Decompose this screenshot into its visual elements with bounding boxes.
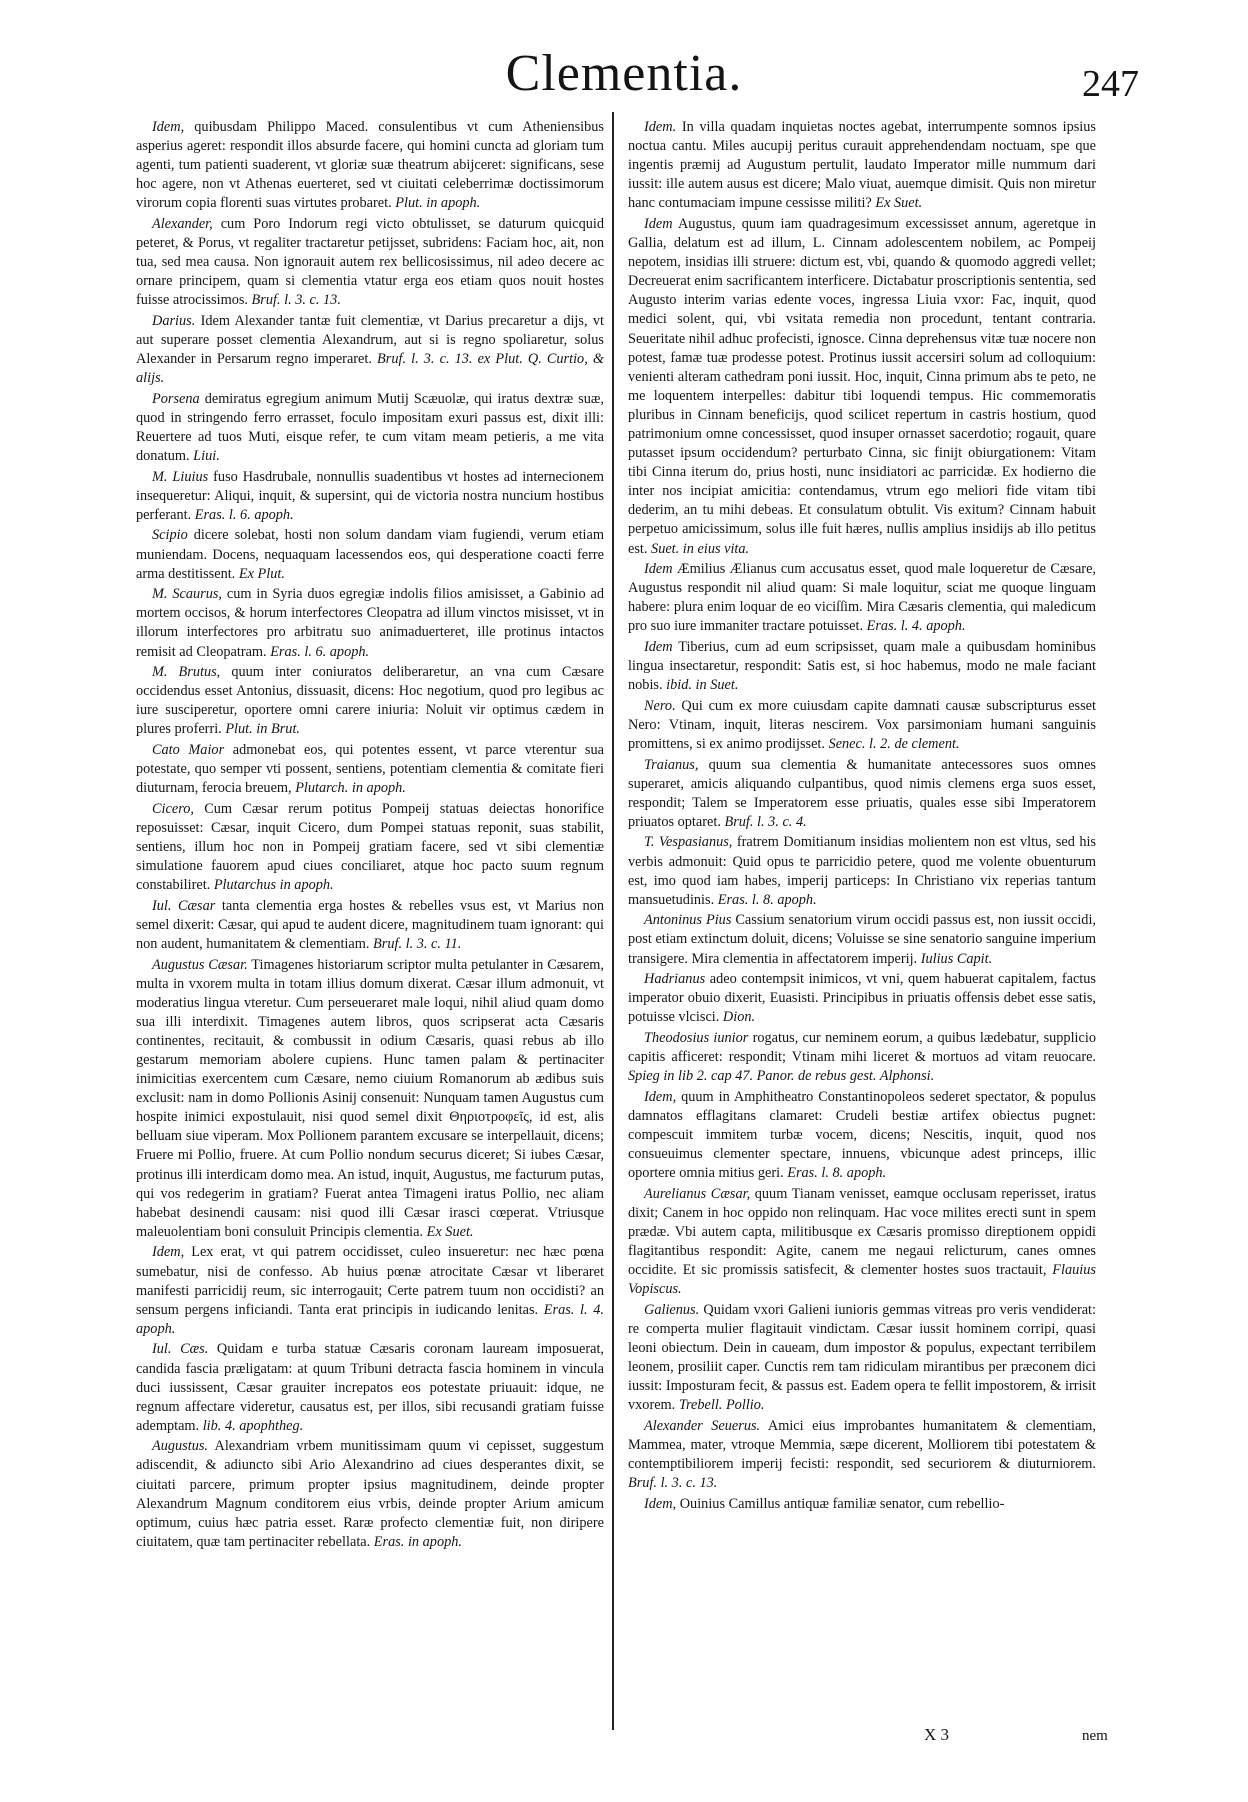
entry-text: rogatus, cur neminem eorum, a quibus lædebatur, supplicio capitis afficeret: respondit; Vtinam mihi liceret & mortuos ad vitam reuocare. — [628, 1029, 1096, 1065]
entry-paragraph — [628, 833, 1096, 909]
column-divider — [612, 112, 614, 1730]
entry-heading: Idem — [644, 639, 673, 656]
entry-source: Dion. — [719, 1009, 756, 1026]
catchword: nem — [1082, 1728, 1108, 1744]
entry-source: lib. 4. apophtheg. — [199, 1417, 304, 1434]
entry-source: ibid. in Suet. — [662, 677, 739, 694]
entry-text: fratrem Domitianum insidias molientem non est vltus, sed his verbis admonuit: Quid opus te parricidio petere, quod me volente obuenturum est, imo quod iam habes, imperij particeps: In Christiano vix reperias tantum mansuetudinis. — [628, 834, 1096, 908]
entry-source: Flauius Vopiscus. — [628, 1262, 1096, 1298]
entry-text: In villa quadam inquietas noctes agebat, interrumpente somnos ipsius noctua cantu. Miles aucupij peritus curauit apprehendendam noctuam, spe que ingentis præmij ad Augustum pertulit, laudato Imperator mille nummum dari iussit: ille autem ausus est dicere; Malo viuat, auemque dimisit. Quis non miretur hanc contumaciam impune cessisse militi? — [628, 119, 1096, 212]
entry-paragraph — [136, 526, 604, 583]
entry-source: Plut. in Brut. — [221, 721, 300, 738]
entry-heading: Galienus. — [644, 1301, 700, 1318]
entry-text: Quidam vxori Galieni iunioris gemmas vitreas pro veris vendiderat: re comperta mulier flagitauit vindictam. Cæsar iussit hominem corripi, quasi leoni obiectum. Dein in caueam, dum impostor & populus, expectant terribilem leonem, prosiliit caper. Cunctis rem tam ridiculam mirantibus per præconem dici iussit: Imposturam fecit, & passus est. Eadem opera te fellit impostorem, & irrisit vxorem. — [628, 1301, 1096, 1414]
entry-text: Alexandriam vrbem munitissimam quum vi cepisset, suggestum adiscendit, & adiuncto sibi Ario Alexandrino ad ciues desperantes dixit, se ciuitati parcere, primum propter ipsius magnitudinem, deinde propter Alexandrum Magnum conditorem eius vrbis, deinde propter Arium amicum optimum, cuius hæc patria esset. Raræ profecto clementiæ fuit, non diripere ciuitatem, quæ tam pertinaciter rebellata. — [136, 1438, 604, 1550]
entry-text: Tiberius, cum ad eum scripsisset, quam male a quibusdam hominibus lingua insectaretur, respondit: Satis est, si hoc habemus, modo ne male faciant nobis. — [628, 639, 1096, 694]
entry-text: Augustus, quum iam quadragesimum excessisset annum, ageretque in Gallia, delatum est ad illum, L. Cinnam adolescentem nobilem, ac Pompeij nepotem, insidias illi struere: dictum est, vbi, quando & quomodo aggredi vellet; Decreuerat enim sacrificantem interficere. Dictabatur proscriptionis sententia, sed Augusto interim varias edente voces, ingressa Liuia vxor: Fac, inquit, quod medici solent, qui, vbi vsitata remedia non procedunt, tentant contraria. Seueritate nihil adhuc profecisti, ignosce. Cinna deprehensus vitæ tuæ nocere non potest, famæ tuæ prodesse potest. Protinus iussit accersiri solum ad colloquium: venienti alteram cathedram poni iussit. Hoc, inquit, Cinna primum abs te peto, ne me loquentem interpelles: dabitur tibi loquendi tempus. Hic commemoratis pluribus in Cinnam beneficijs, quod scilicet repertum in castris hostium, quod patrimonium omne concessisset, quod insuper ornasset sacerdotio; rogauit, quare putasset ipsum occidendum? perturbato Cinna, sic finijt obiurgationem: Vitam tibi Cinna iterum do, prius hosti, nunc insidiatori ac parricidæ. Ex hodierno die inter nos incipiat amicitia: contendamus, vtrum ego meliori fide vitam tibi dederim, an tu mihi debeas. Et consulatum obtulit. Vis exitum? Cinnam habuit perpetuo amicissimum, solus ille fuit hæres, nullis amplius insidijs ab illo petitus est. — [628, 215, 1097, 557]
entry-heading: Idem — [644, 215, 673, 232]
entry-source: Bruf. l. 3. c. 4. — [720, 813, 807, 830]
entry-paragraph — [136, 1437, 604, 1552]
entry-paragraph — [628, 118, 1096, 213]
entry-heading: Idem, — [644, 1088, 677, 1105]
entry-paragraph — [628, 1417, 1096, 1493]
entry-heading: Augustus Cæsar. — [152, 956, 248, 973]
entry-paragraph — [628, 756, 1096, 832]
entry-heading: Idem. — [644, 119, 677, 135]
entry-heading: Theodosius iunior — [644, 1029, 749, 1046]
entry-text: Cum Cæsar rerum potitus Pompeij statuas deiectas honorifice reposuisset: Cæsar, inquit Cicero, dum Pompei statuas reponit, suas stabilit, sentiens, illum hoc non in Pompeij gratiam facere, sed vt sibi clementiæ simulatione fauorem apud ciues conciliaret, atque hoc pacto suum regnum constabiliret. — [136, 800, 604, 894]
entry-paragraph — [628, 1185, 1096, 1300]
page-number: 247 — [1082, 63, 1139, 105]
entry-text: Cassium senatorium virum occidi passus est, non iussit occidi, post etiam extinctum doluit, dicens; Voluisse se sine senatorio sanguine imperium transigere. Mira clementia in affectatorem imperij. — [628, 912, 1096, 967]
entry-paragraph — [136, 956, 604, 1242]
entry-paragraph — [136, 215, 604, 310]
entry-heading: Cicero, — [152, 800, 194, 817]
entry-text: tanta clementia erga hostes & rebelles vsus est, vt Marius non semel dixerit: Cæsar, qui apud te audent dicere, magnitudinem tuam ignorant: qui non audent, humanitatem & clementiam. — [136, 897, 604, 952]
entry-source: Trebell. Pollio. — [675, 1397, 765, 1414]
entry-text: fuso Hasdrubale, nonnullis suadentibus vt hostes ad internecionem insequeretur: Aliqui, inquit, & supersint, qui de victoria nostra nuncium hostibus perferant. — [136, 468, 604, 523]
entry-text: dicere solebat, hosti non solum dandam viam fugiendi, verum etiam muniendam. Docens, nequaquam lacessendos eos, qui desperatione coacti ferre arma destitissent. — [136, 527, 604, 582]
entry-source: Eras. l. 8. apoph. — [783, 1165, 887, 1182]
entry-source: Bruf. l. 3. c. 13. — [628, 1475, 718, 1492]
entry-source: Plutarch. in apoph. — [291, 780, 406, 797]
entry-paragraph — [136, 800, 604, 895]
entry-heading: T. Vespasianus, — [644, 834, 733, 851]
entry-source: Spieg in lib 2. cap 47. Panor. de rebus gest. Alphonsi. — [628, 1068, 935, 1085]
entry-paragraph — [136, 312, 604, 388]
entry-heading: Iul. Cæsar — [152, 897, 216, 914]
entry-text: Ouinius Camillus antiquæ familiæ senator, cum rebellio- — [676, 1495, 1005, 1512]
entry-source: Eras. l. 6. apoph. — [191, 506, 294, 523]
entry-text: Idem Alexander tantæ fuit clementiæ, vt Darius precaretur a dijs, vt aut superare posset clementia Alexandrum, aut si is regno spoliaretur, solus Alexander in Persarum regno imperaret. — [136, 312, 604, 368]
entry-text: Lex erat, vt qui patrem occidisset, culeo insueretur: nec hæc pœna sumebatur, nisi de confesso. Ab huius pœnæ atrocitate Cæsar vt liberaret manifesti parricidij reum, sic interrogauit; Certe patrem tuum non occidisti? an sensum pergens inficiandi. Tanta erat principis in iudicando lenitas. — [136, 1244, 604, 1318]
entry-source: Eras. in apoph. — [370, 1533, 462, 1550]
left-column — [136, 118, 604, 1553]
entry-paragraph — [628, 697, 1096, 754]
entry-source: Ex Plut. — [235, 565, 285, 582]
entry-heading: Cato Maior — [152, 742, 225, 758]
entry-paragraph — [136, 468, 604, 525]
entry-source: Eras. l. 8. apoph. — [714, 891, 817, 908]
entry-text: cum Poro Indorum regi victo obtulisset, se daturum quicquid peteret, & Porus, vt regaliter tractaretur petijsset, subridens: Faciam hoc, ait, non tua, sed mea causa. Non ignorauit autem rex bellicosissimus, nil adeo decere ac ornare principem, quam si clementia vtatur erga eos etiam quos nouit hostes fuisse atrocissimos. — [136, 215, 604, 309]
entry-text: quum sua clementia & humanitate antecessores suos omnes superaret, amicis aliquando culpantibus, quod nimis clemens erga suos esset, respondit; Talem se Imperatorem esse priuatis, quales esse sibi Imperatorem priuatos optaret. — [628, 756, 1096, 830]
entry-paragraph — [136, 897, 604, 954]
entry-heading: M. Brutus, — [152, 664, 221, 681]
entry-paragraph — [136, 1340, 604, 1435]
entry-source: Bruf. l. 3. c. 11. — [369, 935, 462, 952]
entry-source: Ex Suet. — [423, 1223, 474, 1240]
entry-source: Plut. in apoph. — [391, 195, 481, 212]
entry-text: quum inter coniuratos deliberaretur, an vna cum Cæsare occidendus esset Antonius, dissuasit, dicens: Hoc negotium, quod pro legibus ac iure susciperetur, oportere omni carere iniuria: Noluit vir optimus cædem in plures proferri. — [136, 664, 605, 738]
entry-paragraph — [628, 1495, 1096, 1514]
entry-paragraph — [628, 638, 1096, 695]
entry-heading: M. Liuius — [152, 468, 209, 485]
entry-heading: Aurelianus Cæsar, — [644, 1185, 751, 1202]
entry-heading: Augustus. — [152, 1438, 209, 1455]
entry-heading: Alexander, — [152, 215, 213, 232]
right-column — [628, 118, 1096, 1515]
entry-source: Iulius Capit. — [917, 950, 993, 967]
entry-paragraph — [628, 215, 1096, 559]
entry-paragraph — [136, 663, 604, 739]
entry-heading: Alexander Seuerus. — [644, 1417, 761, 1434]
entry-source: Senec. l. 2. de clement. — [824, 736, 960, 752]
entry-source: Eras. l. 4. apoph. — [863, 618, 966, 635]
entry-source: Plutarchus in apoph. — [210, 877, 334, 894]
entry-paragraph — [628, 1301, 1096, 1416]
entry-text: Amici eius improbantes humanitatem & clementiam, Mammea, mater, vtroque Memmia, sæpe dicerent, Molliorem tibi potestatem & contemptibiliorem imperij fecisti: respondit, sed securiorem & diuturniorem. — [628, 1417, 1096, 1472]
entry-text: admonebat eos, qui potentes essent, vt parce vterentur sua potestate, quo semper vti possent, sentiens, potentiam clementia & comitate fieri diuturnam, ferocia breuem, — [136, 742, 604, 797]
entry-paragraph — [136, 741, 604, 798]
entry-source: Eras. l. 4. apoph. — [136, 1301, 605, 1337]
running-title: Clementia. — [505, 45, 743, 102]
signature-mark: X 3 — [924, 1725, 950, 1744]
entry-source: Bruf. l. 3. c. 13. ex Plut. Q. Curtio, & alijs. — [136, 351, 604, 387]
entry-heading: M. Scaurus, — [152, 586, 222, 603]
entry-heading: Porsena — [152, 390, 200, 407]
entry-heading: Idem — [644, 561, 673, 578]
entry-paragraph — [136, 118, 604, 213]
entry-text: quum Tianam venisset, eamque occlusam reperisset, iratus dixit; Canem in hoc oppido non relinquam. Hac voce milites erecti sunt in spem prædæ. Vbi autem capta, militibusque ex Cæsaris promisso direptionem oppidi flagitantibus respondit: Agite, canem me negaui relicturum, canes omnes occidite. Et sic promissis satisfecit, & clementer hostes suos tractauit, — [628, 1185, 1097, 1279]
entry-paragraph — [136, 585, 604, 661]
entry-heading: Traianus, — [644, 756, 699, 773]
entry-text: quum in Amphitheatro Constantinopoleos sederet spectator, & populus damnatos efflagitans clamaret: Crudeli bestiæ artifex obiectus pugnet: compescuit immitem turbæ vocem, dicens; Nescitis, inquit, quod nos consueuimus clementer spectare, innuens, vbicunque adest princeps, illic oportere omnia mitius geri. — [628, 1088, 1096, 1182]
entry-heading: Idem, — [152, 1244, 185, 1261]
entry-paragraph — [628, 560, 1096, 636]
entry-text: Qui cum ex more cuiusdam capite damnati causæ subscripturus esset Nero: Vtinam, inquit, literas nescirem. Vox parsimoniam humani sanguinis promittens, si ex animo prodijsset. — [628, 697, 1096, 752]
entry-heading: Hadrianus — [644, 971, 706, 988]
entry-heading: Antoninus Pius — [644, 912, 732, 929]
entry-text: Quidam e turba statuæ Cæsaris coronam lauream imposuerat, candida fascia præligatam: at quum Tribuni detracta fascia hominem in vincula duci iussissent, Cæsar grauiter increpatos eos potestate priuauit: idque, ne regnum affectare videretur, causatus est, per illos, sibi recusandi gratiam fuisse ademptam. — [136, 1341, 604, 1434]
entry-text: cum in Syria duos egregiæ indolis filios amisisset, a Gabinio ad mortem occisos, & horum interfectores Cleopatra ad illum vinctos misisset, vt in illorum interfectores pro arbitratu suo animaduerteret, ille protinus intactos remisit ad Cleopatram. — [136, 586, 604, 660]
entry-text: adeo contempsit inimicos, vt vni, quem habuerat capitalem, factus imperator obuio dixerit, Euasisti. Principibus in priuatis offensis debet esse satis, potuisse vlcisci. — [628, 971, 1096, 1026]
entry-source: Eras. l. 6. apoph. — [266, 643, 370, 660]
entry-paragraph — [136, 390, 604, 466]
entry-source: Ex Suet. — [871, 195, 923, 212]
entry-heading: Iul. Cæs. — [152, 1341, 209, 1358]
entry-paragraph — [628, 970, 1096, 1027]
entry-text: demiratus egregium animum Mutij Scæuolæ, qui iratus dextræ suæ, quod in stringendo ferro errasset, foculo impositam exuri passus est, dixit illi: Reuertere ad tuos Muti, eisque refer, te cum vitam meam petieris, a me vita donatum. — [136, 390, 604, 465]
entry-text: Timagenes historiarum scriptor multa petulanter in Cæsarem, multa in vxorem multa in totam illius domum dixerat. Cæsar illum admonuit, vt moderatius lingua vteretur. Cum perseueraret male loqui, nihil aliud quam domo sua illi interdixit. Timagenes autem libros, quos scripserat acta Cæsaris continentes, recitauit, & combussit in odium Cæsaris, quasi rebus ab illo gestarum memoriam abolere cupiens. Hunc tamen palam & pertinaciter inimicitias exercentem cum Cæsare, nemo ciuium Romanorum ab ædibus suis exclusit: nam in domo Pollionis Asinij consenuit: Nunquam tamen Augustus cum hospite inimici expostulauit, nisi quod semel dixit Θηριοτροφεῖς, id est, alis belluam siue viperam. Mox Pollionem parantem excusare se interpellauit, dicens; Fruere mi Pollio, fruere. At cum Pollio nondum securus diceret; Si iubes Cæsar, protinus illi interdicam domo mea. An istud, inquit, Augustus, me facturum putas, qui vos redegerim in gratiam? Fuerat antea Timageni iratus Pollio, nec aliam habebat desinendi causam: nisi quod illi Cæsar irasci cœperat. Vtriusque maleuolentiam boni consuluit Principis clementia. — [136, 956, 604, 1240]
entry-heading: Darius. — [152, 312, 196, 329]
entry-text: quibusdam Philippo Maced. consulentibus vt cum Atheniensibus asperius ageret: respondit illos absurde facere, qui homini cuncta ad gloriam tum agenti, tum patienti suaderent, vt gloriæ suæ theatrum abijceret: significans, sese hoc agere, non vt Athenas euerteret, sed vt ciuitati celeberrimæ doctissimorum virorum copia florenti suas virtutes probaret. — [136, 119, 604, 212]
entry-heading: Idem, — [644, 1495, 677, 1512]
entry-text: Æmilius Ælianus cum accusatus esset, quod male loqueretur de Cæsare, Augustus respondit nil aliud quam: Si male loquitur, sciat me quoque linguam habere: plura enim loquar de eo viciſſim. Mira Cæsaris clementia, qui maledicum pro suo iure immaniter tractare potuisset. — [628, 561, 1096, 635]
entry-paragraph — [628, 1088, 1096, 1183]
entry-paragraph — [628, 1029, 1096, 1086]
entry-paragraph — [136, 1243, 604, 1338]
entry-heading: Nero. — [644, 697, 676, 714]
entry-source: Suet. in eius vita. — [647, 540, 750, 557]
entry-heading: Idem, — [152, 119, 185, 135]
entry-source: Liui. — [189, 448, 220, 465]
entry-heading: Scipio — [152, 527, 188, 544]
entry-paragraph — [628, 911, 1096, 968]
entry-source: Bruf. l. 3. c. 13. — [247, 292, 341, 309]
